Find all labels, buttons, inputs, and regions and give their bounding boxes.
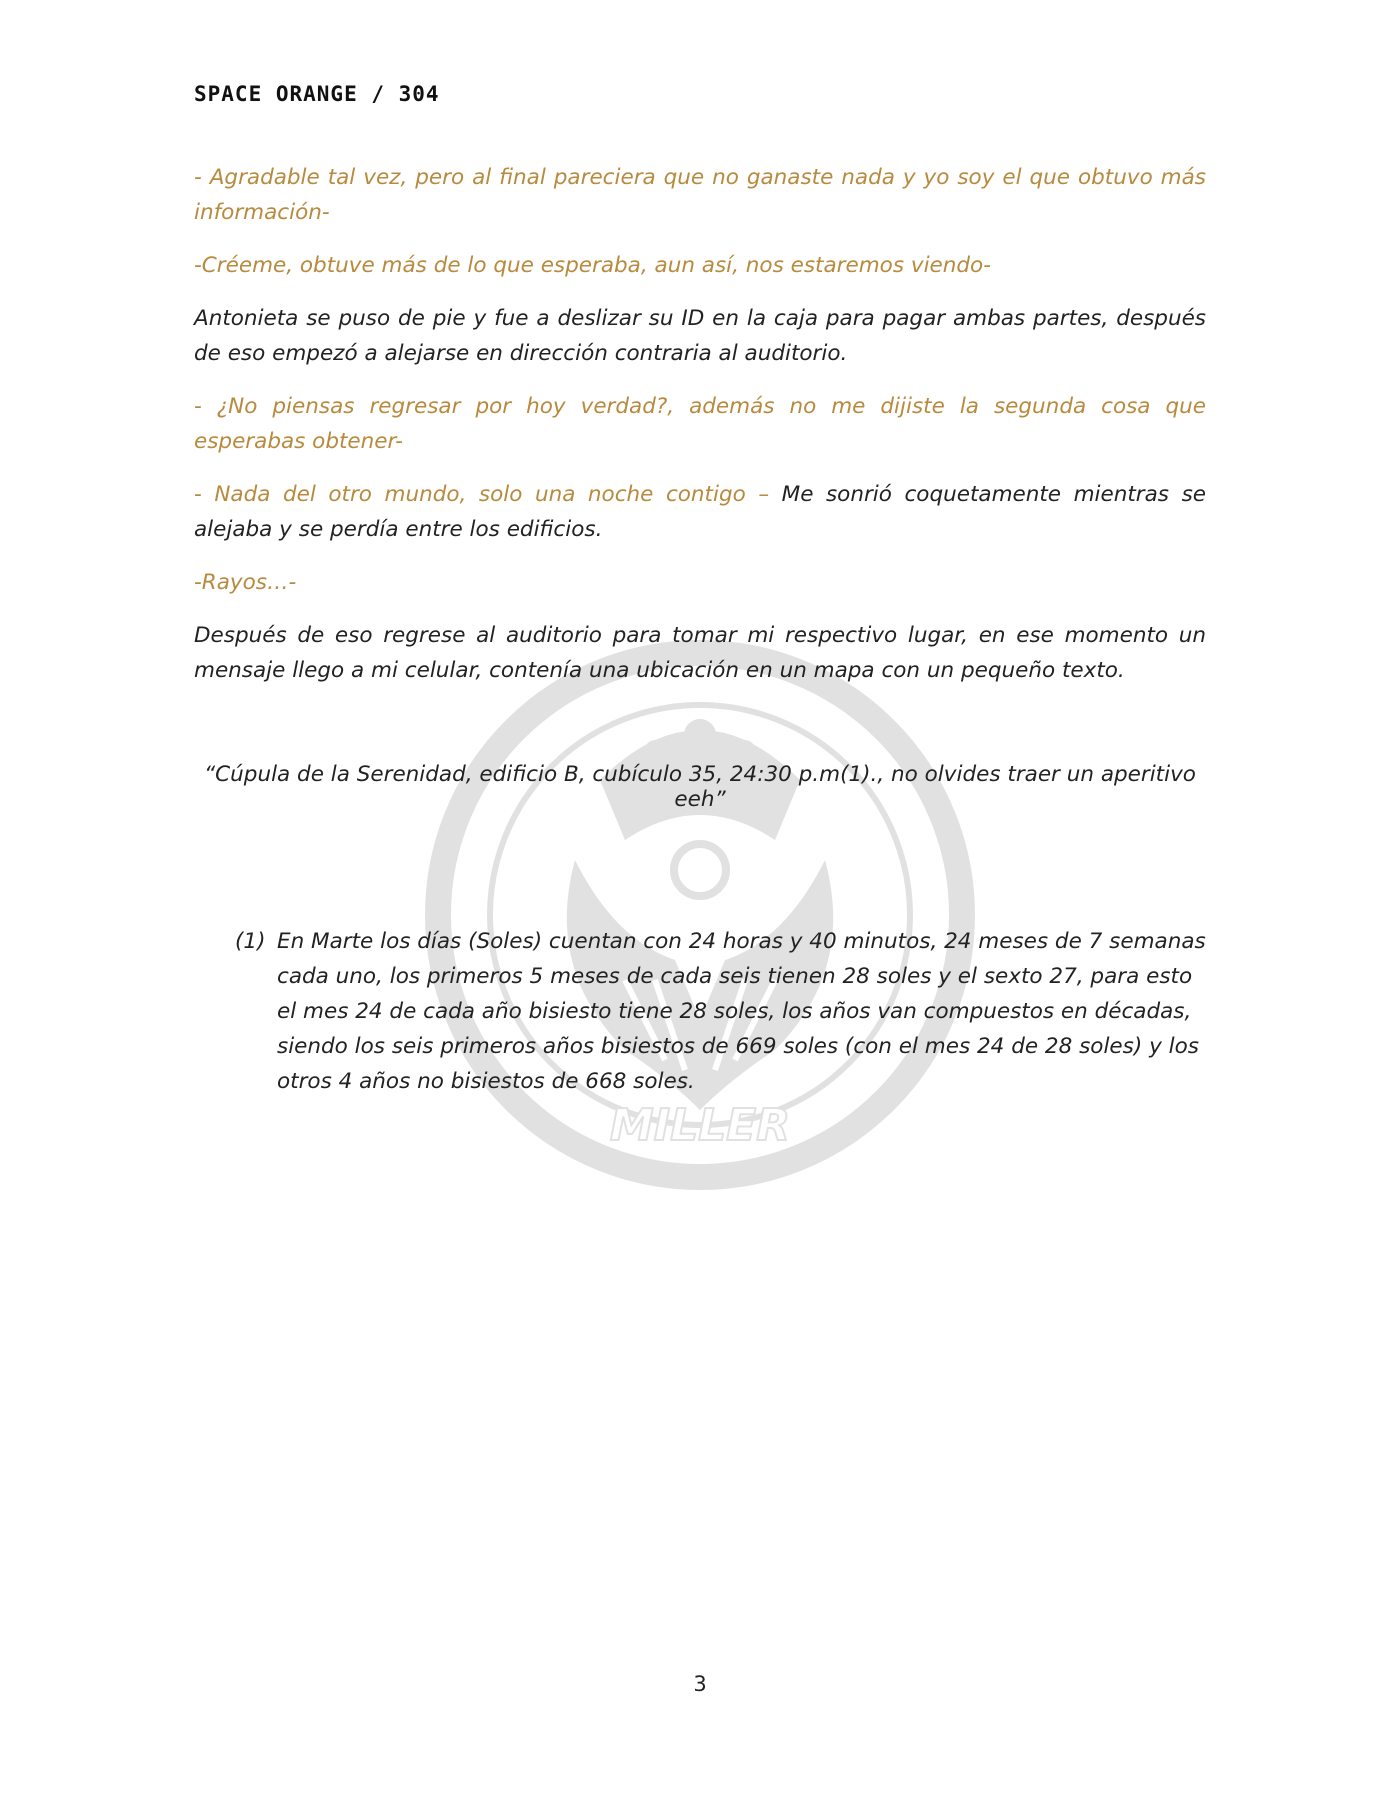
footnote-number: (1) [235, 929, 266, 954]
mixed-paragraph [194, 477, 1206, 547]
dialog-line-2: -Créeme, obtuve más de lo que esperaba, aun así, nos estaremos viendo- [194, 253, 991, 278]
dialog-line-3: - ¿No piensas regresar por hoy verdad?, además no me dijiste la segunda cosa que esperabas obtener- [194, 394, 1206, 454]
watermark-label: MILLER [609, 1100, 791, 1151]
dialog-line-4: -Rayos…- [194, 570, 297, 595]
page-body [194, 160, 1206, 706]
page-number: 3 [693, 1672, 707, 1696]
footnote [235, 924, 1210, 1099]
watermark-seal [425, 640, 975, 1190]
footnote-text: En Marte los días (Soles) cuentan con 24 horas y 40 minutos, 24 meses de 7 semanas cada uno, los primeros 5 meses de cada seis tienen 28 soles y el sexto 27, para esto el mes 24 de cada año bisiesto tiene 28 soles, los años van compuestos en décadas, siendo los seis primeros años bisiestos de 669 soles (con el mes 24 de 28 soles) y los otros 4 años no bisiestos de 668 soles. [277, 929, 1206, 1094]
page-header: SPACE ORANGE / 304 [194, 82, 440, 106]
narration-fragment: Me sonrió coquetamente mientras se alejaba y se perdía entre los edificios. [194, 482, 1206, 542]
dialog-line-1: - Agradable tal vez, pero al final pareciera que no ganaste nada y yo soy el que obtuvo más información- [194, 165, 1206, 225]
dialog-fragment: - Nada del otro mundo, solo una noche contigo – [194, 482, 782, 507]
message-quote: “Cúpula de la Serenidad, edificio B, cubículo 35, 24:30 p.m(1)., no olvides traer un aperitivo eeh” [204, 762, 1196, 812]
narration-paragraph-1: Antonieta se puso de pie y fue a deslizar su ID en la caja para pagar ambas partes, después de eso empezó a alejarse en dirección contraria al auditorio. [194, 306, 1206, 366]
narration-paragraph-2: Después de eso regrese al auditorio para tomar mi respectivo lugar, en ese momento un mensaje llego a mi celular, contenía una ubicación en un mapa con un pequeño texto. [194, 623, 1206, 683]
